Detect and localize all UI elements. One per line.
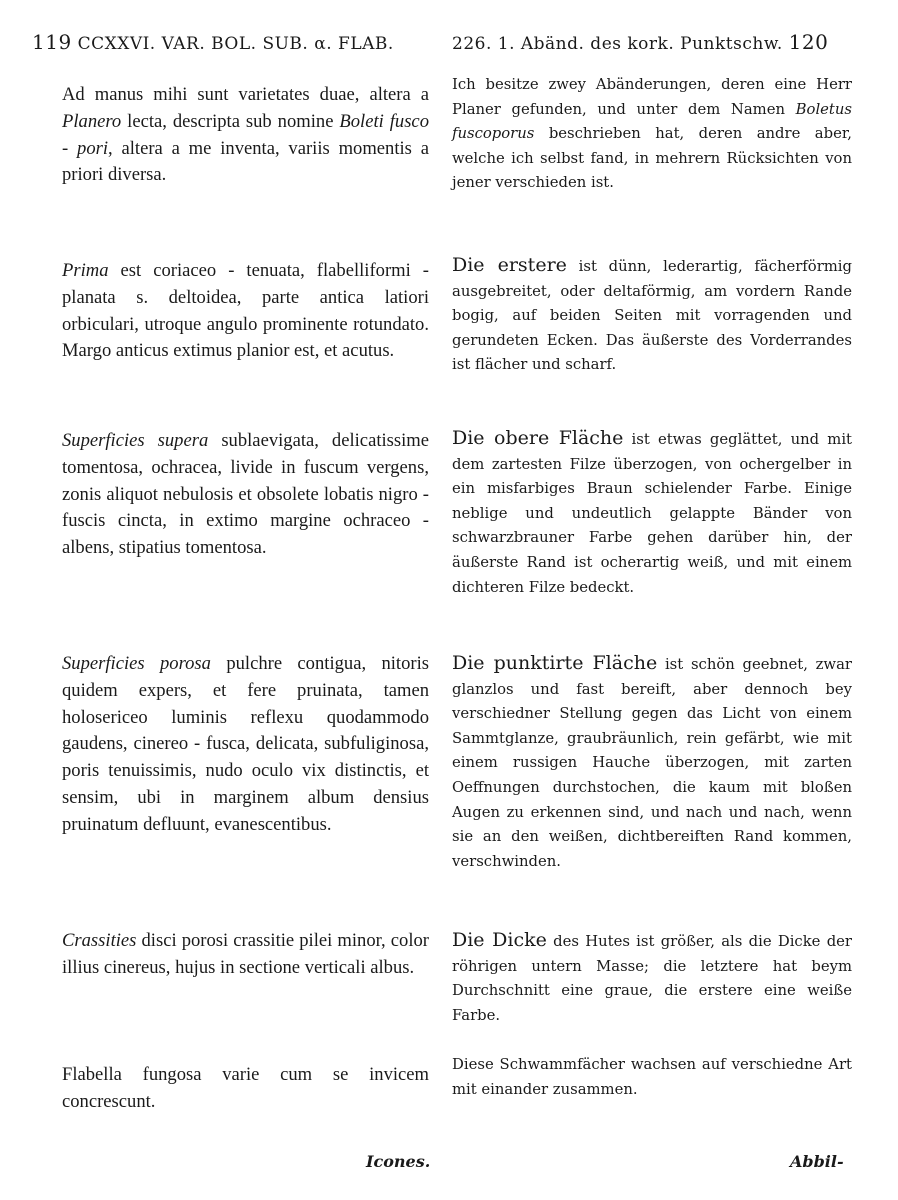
german-paragraph-3: Die obere Fläche ist etwas geglättet, und mit dem zartesten Filze überzogen, von ochergelber in ein misfarbiges Braun schielender Farbe. Einige neblige und undeutlich gelappte Bänder von schwarzbrauner Farbe gehen darüber hin, der äußerste Rand ist ocherartig weiß, und mit einem dichteren Filze bedeckt. xyxy=(452,427,852,596)
latin-paragraph-2: Prima est coriaceo - tenuata, flabelliformi - planata s. deltoidea, parte antica latiori orbiculari, utroque angulo prominente rotundato. Margo anticus extimus planior est, et acutus. xyxy=(62,260,429,362)
german-paragraph-5: Die Dicke des Hutes ist größer, als die Dicke der röhrigen untern Masse; die letztere hat beym Durchschnitt eine graue, die erstere eine weiße Farbe. xyxy=(452,929,852,1024)
german-paragraph-6: Diese Schwammfächer wachsen auf verschiedne Art mit einander zusammen. xyxy=(452,1056,852,1098)
latin-paragraph-6: Flabella fungosa varie cum se invicem concrescunt. xyxy=(62,1064,429,1112)
latin-paragraph-1: Ad manus mihi sunt varietates duae, altera a Planero lecta, descripta sub nomine Boleti fusco - pori, altera a me inventa, variis momentis a priori diversa. xyxy=(62,84,429,186)
right-running-title: 226. 1. Abänd. des kork. Punktschw. xyxy=(452,34,783,54)
left-running-header xyxy=(32,30,394,54)
right-page-number: 120 xyxy=(788,30,829,54)
german-paragraph-1: Ich besitze zwey Abänderungen, deren eine Herr Planer gefunden, und unter dem Namen Boletus fuscoporus beschrieben hat, deren andre aber, welche ich selbst fand, in mehrern Rücksichten von jener verschieden ist. xyxy=(452,76,852,192)
german-paragraph-2: Die erstere ist dünn, lederartig, fächerförmig ausgebreitet, oder deltaförmig, am vordern Rande bogig, auf beiden Seiten mit vorragenden und gerundeten Ecken. Das äußerste des Vorderrandes ist flächer und scharf. xyxy=(452,254,852,374)
latin-paragraph-5: Crassities disci porosi crassitie pilei minor, color illius cinereus, hujus in sectione verticali albus. xyxy=(62,930,429,978)
latin-paragraph-4: Superficies porosa pulchre contigua, nitoris quidem expers, et fere pruinata, tamen holosericeo luminis reflexu quodammodo gaudens, cinereo - fusca, delicata, subfuliginosa, poris tenuissimis, nudo oculo vix distinctis, et sensim, ubi in marginem album densius pruinatum defluunt, evanescentibus. xyxy=(62,653,429,835)
left-page-number: 119 xyxy=(32,30,72,54)
latin-paragraph-3: Superficies supera sublaevigata, delicatissime tomentosa, ochracea, livide in fuscum vergens, zonis aliquot nebulosis et obsolete lobatis nigro - fuscis cincta, in extimo margine ochraceo - albens, stipatius tomentosa. xyxy=(62,430,430,559)
left-catchword: Icones. xyxy=(366,1152,431,1171)
left-running-title: CCXXVI. VAR. BOL. SUB. α. FLAB. xyxy=(77,34,394,54)
german-paragraph-4: Die punktirte Fläche ist schön geebnet, zwar glanzlos und fast bereift, aber dennoch bey verschiedner Stellung gegen das Licht von einem Sammtglanze, graubräunlich, rein gefärbt, wie mit einem russigen Hauche überzogen, mit zarten Oeffnungen durchstochen, die kaum mit bloßen Augen zu erkennen sind, und nach und nach, wenn sie an den weißen, dichtbereiften Rand kommen, verschwinden. xyxy=(452,652,852,870)
right-running-header xyxy=(452,30,828,54)
right-catchword: Abbil- xyxy=(790,1152,844,1171)
